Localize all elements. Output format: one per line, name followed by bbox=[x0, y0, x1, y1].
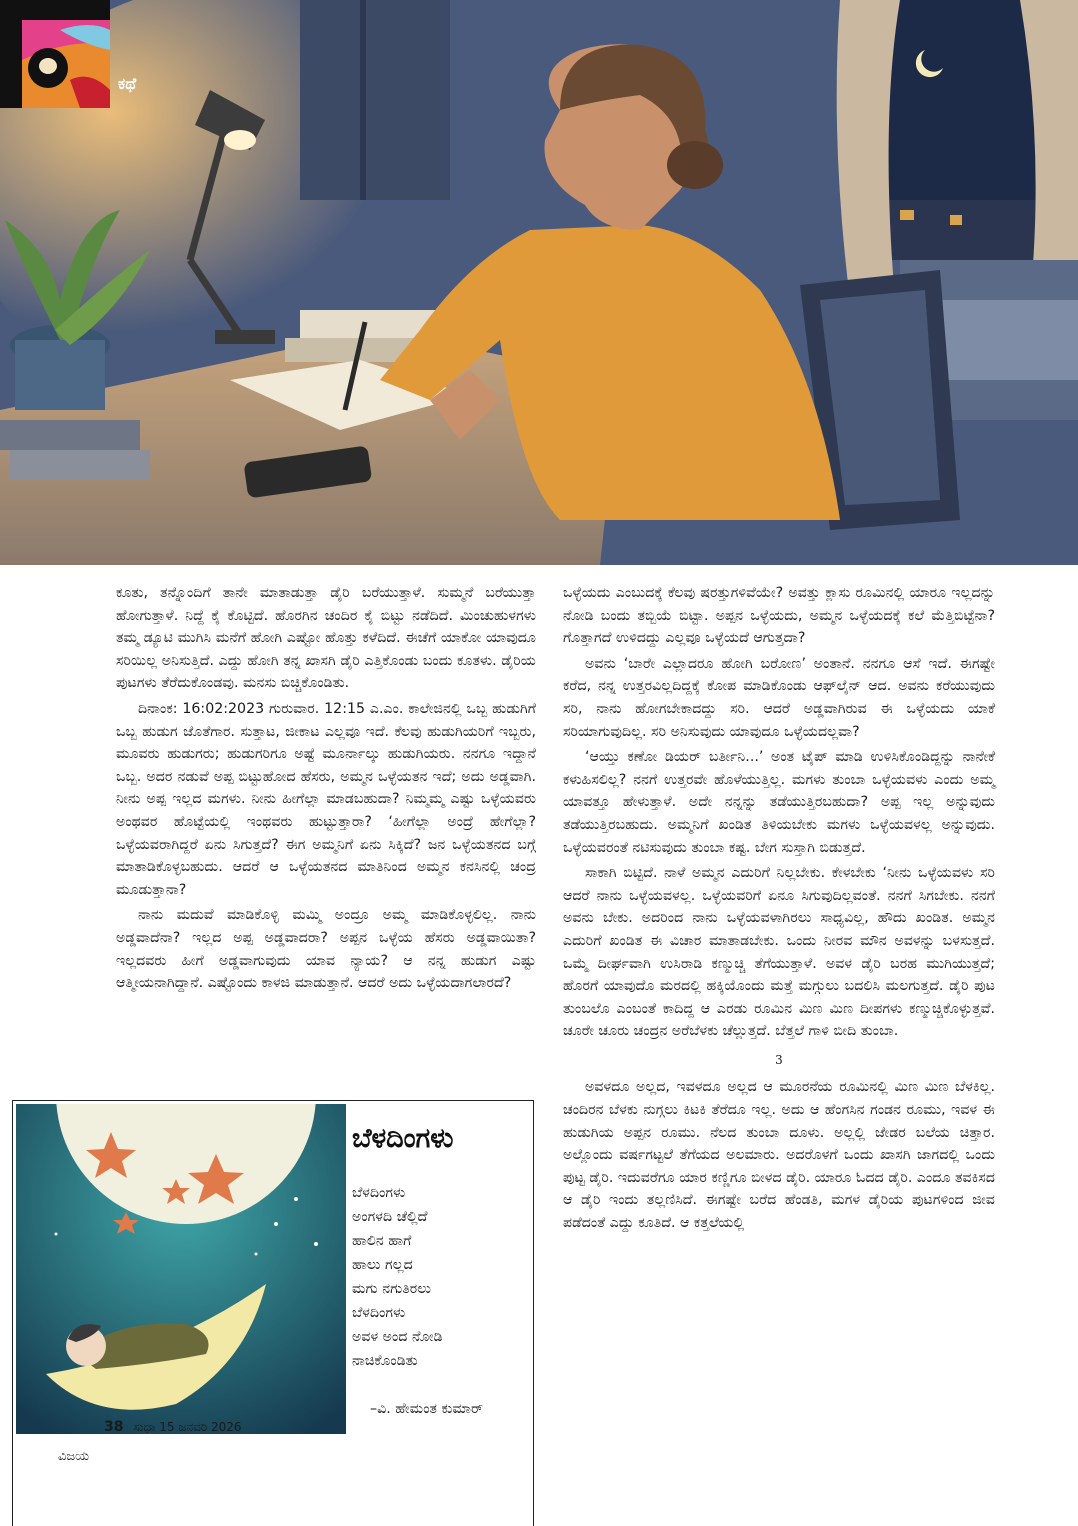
poem-illustration bbox=[16, 1104, 346, 1434]
poem-line: ಹಾಲಿನ ಹಾಗೆ bbox=[352, 1233, 412, 1249]
baby-on-moon-illustration bbox=[16, 1104, 346, 1434]
writing-girl-illustration bbox=[0, 0, 1078, 565]
page-footer bbox=[104, 1419, 242, 1435]
paragraph: ಅವನು ‘ಬಾರೇ ಎಲ್ಲಾದರೂ ಹೋಗಿ ಬರೋಣ’ ಅಂತಾನೆ. ನನಗೂ ಆಸೆ ಇದೆ. ಈಗಷ್ಟೇ ಕರೆದ, ನನ್ನ ಉತ್ತರವಿಲ್ಲದಿದ್ದಕ್ಕೆ ಕೋಪ ಮಾಡಿಕೊಂಡು ಆಫ್‌ಲೈನ್ ಆದ. ಅವನು ಕರೆಯುವುದು ಸರಿ, ನಾನು ಹೋಗಬೇಕಾದದ್ದು ಸರಿ. ಆದರೆ ಅಡ್ಡವಾಗಿರುವ ಈ ಒಳ್ಳೆಯದು ಯಾಕೆ ಸರಿಯಾಗುವುದಿಲ್ಲ. ಸರಿ ಅನಿಸುವುದು ಯಾವುದೂ ಒಳ್ಳೆಯದಲ್ಲವಾ? bbox=[563, 655, 995, 740]
poem-box bbox=[12, 1100, 534, 1526]
right-column bbox=[563, 582, 995, 1238]
poem-line: ನಾಚಿಕೊಂಡಿತು bbox=[352, 1353, 418, 1369]
poem-line: ಮಗು ನಗುತಿರಲು bbox=[352, 1281, 431, 1297]
hero-illustration bbox=[0, 0, 1078, 565]
section-label: ಕಥೆ bbox=[118, 74, 137, 93]
left-column bbox=[116, 582, 536, 998]
section-number: 3 bbox=[775, 1052, 783, 1067]
poem-line: ಬೆಳದಿಂಗಳು bbox=[352, 1305, 406, 1321]
section-logo-icon bbox=[0, 0, 110, 108]
page-number: 38 bbox=[104, 1419, 124, 1435]
poem-line: ಅಂಗಳದಿ ಚೆಲ್ಲಿದೆ bbox=[352, 1209, 428, 1225]
paragraph: ಕೂತು, ತನ್ನೊಂದಿಗೆ ತಾನೇ ಮಾತಾಡುತ್ತಾ ಡೈರಿ ಬರೆಯುತ್ತಾಳೆ. ಸುಮ್ಮನೆ ಬರೆಯುತ್ತಾ ಹೋಗುತ್ತಾಳೆ. ನಿದ್ದೆ ಕೈ ಕೊಟ್ಟಿದೆ. ಹೊರಗಿನ ಚಂದಿರ ಕೈ ಬಿಟ್ಟು ನಡೆದಿದೆ. ಮಿಂಚುಹುಳಗಳು ತಮ್ಮ ಡ್ಯೂಟಿ ಮುಗಿಸಿ ಮನೆಗೆ ಹೋಗಿ ಎಷ್ಟೋ ಹೊತ್ತು ಕಳೆದಿದೆ. ಈಚೆಗೆ ಯಾಕೋ ಯಾವುದೂ ಸರಿಯಿಲ್ಲ ಅನಿಸುತ್ತಿದೆ. ಎದ್ದು ಹೋಗಿ ತನ್ನ ಖಾಸಗಿ ಡೈರಿ ಎತ್ತಿಕೊಂಡು ಬಂದು ಕೂತಳು. ಡೈರಿಯ ಪುಟಗಳು ತೆರೆದುಕೊಂಡವು. ಮನಸು ಬಿಚ್ಚಿಕೊಂಡಿತು. bbox=[116, 585, 536, 692]
paragraph: ಒಳ್ಳೆಯದು ಎಂಬುದಕ್ಕೆ ಕೆಲವು ಷರತ್ತುಗಳಿವೆಯೇ? ಅವತ್ತು ಕ್ಲಾಸು ರೂಮಿನಲ್ಲಿ ಯಾರೂ ಇಲ್ಲದನ್ನು ನೋಡಿ ಬಂದು ತಬ್ಬಿಯೆ ಬಿಟ್ಟಾ. ಅಪ್ಪನ ಒಳ್ಳೆಯದು, ಅಮ್ಮನ ಒಳ್ಳೆಯದಕ್ಕೆ ಕಲೆ ಮೆತ್ತಿಬಿಟ್ಟೆನಾ? ಗೊತ್ತಾಗದೆ ಉಳಿದದ್ದು ಎಲ್ಲವೂ ಒಳ್ಳೆಯದೆ ಆಗುತ್ತದಾ? bbox=[563, 585, 995, 647]
section-tag bbox=[0, 0, 110, 108]
paragraph: ನಾನು ಮದುವೆ ಮಾಡಿಕೊಳ್ಳಿ ಮಮ್ಮಿ ಅಂದ್ರೂ ಅಮ್ಮ ಮಾಡಿಕೊಳ್ಳಲಿಲ್ಲ. ನಾನು ಅಡ್ಡವಾದೆನಾ? ಇಲ್ಲದ ಅಪ್ಪ ಅಡ್ಡವಾದರಾ? ಅಪ್ಪನ ಒಳ್ಳೆಯ ಹೆಸರು ಅಡ್ಡವಾಯಿತಾ? ಇಲ್ಲದವರು ಹೀಗೆ ಅಡ್ಡವಾಗುವುದು ಯಾವ ನ್ಯಾಯ? ಆ ನನ್ನ ಹುಡುಗ ಎಷ್ಟು ಆತ್ಮೀಯನಾಗಿದ್ದಾನೆ. ಎಷ್ಟೊಂದು ಕಾಳಜಿ ಮಾಡುತ್ತಾನೆ. ಆದರೆ ಅದು ಒಳ್ಳೆಯದಾಗಲಾರದೆ? bbox=[116, 907, 536, 992]
paragraph: ಸಾಕಾಗಿ ಬಿಟ್ಟಿದೆ. ನಾಳೆ ಅಮ್ಮನ ಎದುರಿಗೆ ನಿಲ್ಲಬೇಕು. ಕೇಳಬೇಕು ‘ನೀನು ಒಳ್ಳೆಯವಳು ಸರಿ ಆದರೆ ನಾನು ಒಳ್ಳೆಯವಳಲ್ಲ. ಒಳ್ಳೆಯವರಿಗೆ ಏನೂ ಸಿಗುವುದಿಲ್ಲವಂತೆ. ನನಗೆ ಸಿಗಬೇಕು. ನನಗೆ ಅವನು ಬೇಕು. ಅದರಿಂದ ನಾನು ಒಳ್ಳೆಯವಳಾಗಿರಲು ಸಾಧ್ಯವಿಲ್ಲ, ಹೌದು ಖಂಡಿತ. ಅಮ್ಮನ ಎದುರಿಗೆ ಖಂಡಿತ ಈ ವಿಚಾರ ಮಾತಾಡಬೇಕು. ಒಂದು ನೀರವ ಮೌನ ಅವಳನ್ನು ಬಳಸುತ್ತದೆ. ಒಮ್ಮೆ ದೀರ್ಘವಾಗಿ ಉಸಿರಾಡಿ ಕಣ್ಮುಚ್ಚಿ ತೆಗೆಯುತ್ತಾಳೆ. ಅವಳ ಡೈರಿ ಬರಹ ಮುಗಿಯುತ್ತದೆ; ಹೊರಗೆ ಯಾವುದೊ ಮರದಲ್ಲಿ ಹಕ್ಕಿಯೊಂದು ಮತ್ತೆ ಮಗ್ಗುಲು ಬದಲಿಸಿ ಮಲಗುತ್ತದೆ. ಡೈರಿ ಪುಟ ತುಂಬಲೊ ಎಂಬಂತೆ ಕಾದಿದ್ದ ಆ ಎರಡು ರೂಮಿನ ಮಿಣ ಮಿಣ ದೀಪಗಳು ಕಣ್ಮುಚ್ಚಿಕೊಳ್ಳುತ್ತವೆ. ಚೂರೇ ಚೂರು ಚಂದ್ರನ ಅರೆಬೆಳಕು ಚೆಲ್ಲುತ್ತದೆ. ಬೆತ್ತಲೆ ಗಾಳಿ ಬೀದಿ ತುಂಬಾ. bbox=[563, 865, 995, 1040]
publication-name: ಸುಧಾ 15 ಜನವರಿ 2026 bbox=[133, 1420, 242, 1434]
illustration-credit: ವಿಜಯ bbox=[58, 1449, 90, 1464]
poem-line: ಅವಳ ಅಂದ ನೋಡಿ bbox=[352, 1329, 443, 1345]
paragraph: ಅವಳದೂ ಅಲ್ಲದ, ಇವಳದೂ ಅಲ್ಲದ ಆ ಮೂರನೆಯ ರೂಮಿನಲ್ಲಿ ಮಿಣ ಮಿಣ ಬೆಳಕಿಲ್ಲ. ಚಂದಿರನ ಬೆಳಕು ನುಗ್ಗಲು ಕಿಟಕಿ ತೆರೆದೂ ಇಲ್ಲ. ಅದು ಆ ಹೆಂಗಸಿನ ಗಂಡನ ರೂಮು, ಇವಳ ಈ ಹುಡುಗಿಯ ಅಪ್ಪನ ರೂಮು. ನೆಲದ ತುಂಬಾ ದೂಳು. ಅಲ್ಲಲ್ಲಿ ಜೇಡರ ಬಲೆಯ ಚಿತ್ತಾರ. ಅಲ್ಲೊಂದು ವರ್ಷಗಟ್ಟಲೆ ತೆಗೆಯದ ಅಲಮಾರು. ಅದರೊಳಗೆ ಒಂದು ಖಾಸಗಿ ಜಾಗದಲ್ಲಿ ಒಂದು ಪುಟ್ಟ ಡೈರಿ. ಇದುವರೆಗೂ ಯಾರ ಕಣ್ಣಿಗೂ ಬೀಳದ ಡೈರಿ. ಯಾರೂ ಓದದ ಡೈರಿ. ಎಂದೂ ತವಕಿಸದ ಆ ಡೈರಿ ಇಂದು ತಲ್ಲಣಿಸಿದೆ. ಈಗಷ್ಟೇ ಬರೆದ ಹೆಂಡತಿ, ಮಗಳ ಡೈರಿಯ ಪುಟಗಳಿಂದ ಜೀವ ಪಡೆದಂತೆ ಎದ್ದು ಕೂತಿದೆ. ಆ ಕತ್ತಲೆಯಲ್ಲಿ bbox=[563, 1079, 995, 1232]
paragraph: ‘ಆಯ್ತು ಕಣೋ ಡಿಯರ್ ಬರ್ತೀನಿ...’ ಅಂತ ಟೈಪ್ ಮಾಡಿ ಉಳಿಸಿಕೊಂಡಿದ್ದನ್ನು ನಾನೇಕೆ ಕಳುಹಿಸಲಿಲ್ಲ? ನನಗೆ ಉತ್ತರವೇ ಹೊಳೆಯುತ್ತಿಲ್ಲ. ಮಗಳು ತುಂಬಾ ಒಳ್ಳೆಯವಳು ಎಂದು ಅಮ್ಮ ಯಾವತ್ತೂ ಹೇಳುತ್ತಾಳೆ. ಅದೇ ನನ್ನನ್ನು ತಡೆಯುತ್ತಿರಬಹುದಾ? ಅಪ್ಪ ಇಲ್ಲ ಅನ್ನುವುದು ತಡೆಯುತ್ತಿರಬಹುದು. ಅಮ್ಮನಿಗೆ ಖಂಡಿತ ತಿಳಿಯಬೇಕು ಮಗಳು ಒಳ್ಳೆಯವಳಲ್ಲ ಅನ್ನುವುದು. ಒಳ್ಳೆಯವರಂತೆ ನಟಿಸುವುದು ತುಂಬಾ ಕಷ್ಟ. ಬೇಗ ಸುಸ್ತಾಗಿ ಬಿಡುತ್ತದೆ. bbox=[563, 749, 995, 856]
poem-title: ಬೆಳದಿಂಗಳು bbox=[352, 1123, 454, 1154]
poem-line: ಹಾಲು ಗಲ್ಲದ bbox=[352, 1257, 413, 1273]
poem-line: ಬೆಳದಿಂಗಳು bbox=[352, 1185, 406, 1201]
poem-author: –ವಿ. ಹೇಮಂತ ಕುಮಾರ್ bbox=[370, 1401, 484, 1417]
poem-lines bbox=[352, 1181, 443, 1373]
paragraph: ದಿನಾಂಕ: 16:02:2023 ಗುರುವಾರ. 12:15 ಎ.ಎಂ. ಕಾಲೇಜಿನಲ್ಲಿ ಒಬ್ಬ ಹುಡುಗಿಗೆ ಒಬ್ಬ ಹುಡುಗ ಜೊತೆಗಾರ. ಸುತ್ತಾಟ, ಜೀಕಾಟ ಎಲ್ಲವೂ ಇದೆ. ಕೆಲವು ಹುಡುಗಿಯರಿಗೆ ಇಬ್ಬರು, ಮೂವರು ಹುಡುಗರು; ಹುಡುಗರಿಗೂ ಅಷ್ಟೆ ಮೂರ್ನಾಲ್ಕು ಹುಡುಗಿಯರು. ನನಗೂ ಇದ್ದಾನೆ ಒಬ್ಬ. ಅದರ ನಡುವೆ ಅಪ್ಪ ಬಿಟ್ಟುಹೋದ ಹೆಸರು, ಅಮ್ಮನ ಒಳ್ಳೆಯತನ ಇದೆ; ಅದು ಅಡ್ಡವಾಗಿ. ನೀನು ಅಪ್ಪ ಇಲ್ಲದ ಮಗಳು. ನೀನು ಹೀಗೆಲ್ಲಾ ಮಾಡಬಹುದಾ? ನಿಮ್ಮಮ್ಮ ಎಷ್ಟು ಒಳ್ಳೆಯವರು ಅಂಥವರ ಹೊಟ್ಟೆಯಲ್ಲಿ ಇಂಥವರು ಹುಟ್ಟುತ್ತಾರಾ? ‘ಹೀಗೆಲ್ಲಾ ಅಂದ್ರೆ ಹೇಗೆಲ್ಲಾ? ಒಳ್ಳೆಯವರಾಗಿದ್ದರೆ ಏನು ಸಿಗುತ್ತದೆ? ಈಗ ಅಮ್ಮನಿಗೆ ಏನು ಸಿಕ್ಕಿದೆ? ಜನ ಒಳ್ಳೆಯತನದ ಬಗ್ಗೆ ಮಾತಾಡಿಕೊಳ್ಳಬಹುದು. ಆದರೆ ಆ ಒಳ್ಳೆಯತನದ ಮಾತಿನಿಂದ ಅಮ್ಮನ ಕನಸಿನಲ್ಲಿ ಚಂದ್ರ ಮೂಡುತ್ತಾನಾ? bbox=[116, 700, 536, 898]
